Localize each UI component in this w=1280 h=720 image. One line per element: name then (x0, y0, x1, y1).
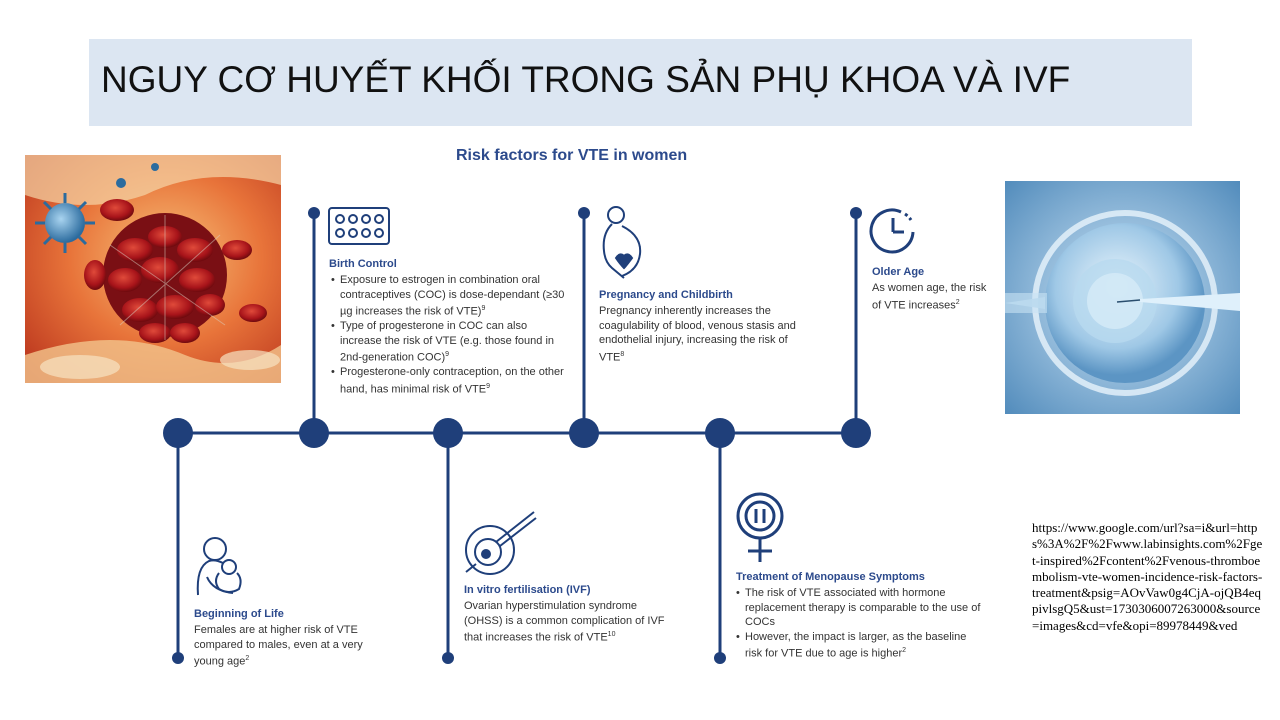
small-dot (172, 652, 184, 664)
timeline-node (705, 418, 735, 448)
egg-needle-icon (466, 512, 536, 574)
small-dot (578, 207, 590, 219)
mother-baby-icon (198, 538, 241, 595)
birth-control-title: Birth Control (329, 258, 397, 270)
menopause-bullet: • The risk of VTE associated with hormone replacement therapy is comparable to the use of COCs (736, 586, 986, 630)
menopause-bullet: • However, the impact is larger, as the baseline risk for VTE due to age is higher$^2$ (736, 630, 986, 662)
birth-control-bullet: • Type of progesterone in COC can also increase the risk of VTE (e.g. those found in 2nd-generation COC)$^9$ (331, 319, 571, 365)
infographic-title: Risk factors for VTE in women (456, 147, 688, 164)
menopause-title: Treatment of Menopause Symptoms (736, 571, 925, 583)
small-dot (442, 652, 454, 664)
source-url-text: https://www.google.com/url?sa=i&url=https%3A%2F%2Fwww.labinsights.com%2Fget-inspired%2Fcontent%2Fvenous-thromboembolism-vte-women-incidence-risk-factors-treatment&psig=AOvVaw0g4CjA-ojQB4eqpivlsgQ5&ust=1730306007263000&source=images&cd=vfe&opi=89978449&ved (1032, 520, 1263, 633)
ivf-title: In vitro fertilisation (IVF) (464, 584, 591, 596)
pill-pack-icon (329, 208, 389, 244)
ivf-text: Ovarian hyperstimulation syndrome (OHSS) is a common complication of IVF that increases the risk of VTE$^{10}$ (464, 600, 665, 644)
timeline-node (299, 418, 329, 448)
birth-control-bullet: • Progesterone-only contraception, on the other hand, has minimal risk of VTE$^9$ (331, 365, 571, 397)
timeline-node (841, 418, 871, 448)
pregnancy-text: Pregnancy inherently increases the coagulability of blood, venous stasis and endothelial injury, increasing the risk of VTE$^8$ (599, 305, 796, 364)
timeline-node (569, 418, 599, 448)
small-dot (850, 207, 862, 219)
older-age-text: As women age, the risk of VTE increases$^2$ (872, 282, 987, 312)
beginning-of-life-title: Beginning of Life (194, 608, 284, 620)
vte-risk-infographic (140, 140, 1020, 700)
clock-icon (871, 210, 913, 252)
timeline-node (433, 418, 463, 448)
title-box (89, 39, 1192, 126)
birth-control-text (331, 273, 571, 397)
slide-title: NGUY CƠ HUYẾT KHỐI TRONG SẢN PHỤ KHOA VÀ IVF (101, 59, 1071, 100)
pregnancy-title: Pregnancy and Childbirth (599, 289, 733, 301)
pregnant-woman-icon (604, 207, 641, 278)
timeline-node (163, 418, 193, 448)
ivf-egg-image (1005, 181, 1240, 414)
female-pause-icon (738, 494, 782, 562)
small-dot (714, 652, 726, 664)
older-age-title: Older Age (872, 266, 925, 278)
menopause-text (736, 586, 986, 661)
beginning-of-life-text: Females are at higher risk of VTE compared to males, even at a very young age$^2$ (194, 624, 363, 668)
birth-control-bullet: • Exposure to estrogen in combination oral contraceptives (COC) is dose-dependant (≥30 µg increases the risk of VTE)$^9$ (331, 273, 571, 319)
small-dot (308, 207, 320, 219)
